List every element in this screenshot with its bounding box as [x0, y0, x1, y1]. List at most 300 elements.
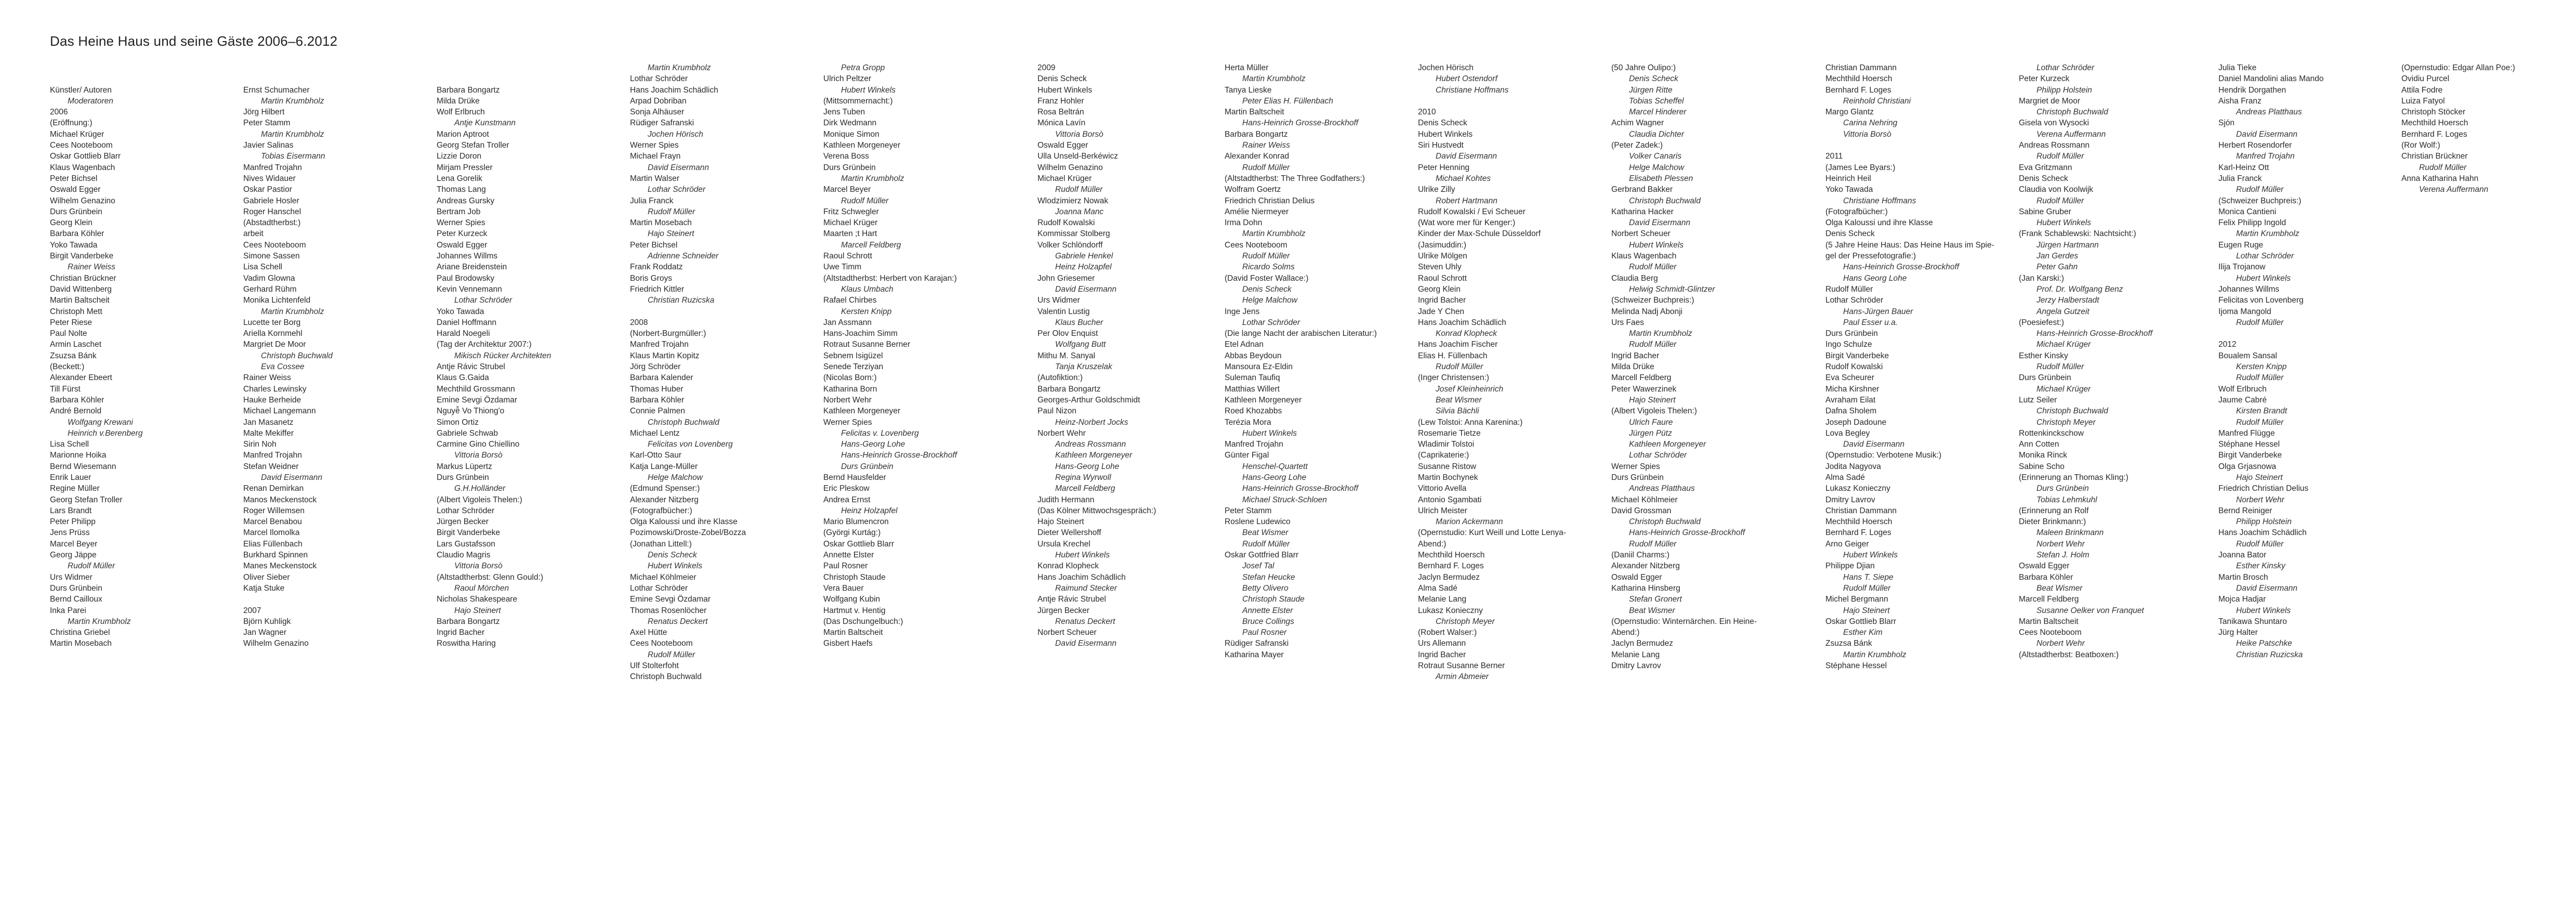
guest-name	[50, 62, 142, 73]
guest-name: Peter Bichsel	[630, 240, 678, 250]
guest-name: Johannes Willms	[2218, 284, 2280, 294]
guest-name: Julia Tieke	[2218, 63, 2257, 72]
guest-name: Friedrich Kittler	[630, 284, 685, 294]
guest-name: (Schweizer Buchpreis:)	[2218, 196, 2302, 205]
guest-name: Paul Rosner	[823, 562, 868, 571]
guest-name: Georg Klein	[1418, 284, 1461, 294]
moderator-name: Rudolf Müller	[648, 650, 695, 659]
guest-name: Dmitry Lavrov	[1825, 495, 1875, 504]
moderator-name: Hubert Winkels	[1843, 551, 1898, 560]
moderator-name: Hajo Steinert	[2236, 473, 2283, 482]
moderator-name: Rudolf Müller	[1242, 163, 1290, 172]
moderator-name: Helwig Schmidt-Glintzer	[1629, 284, 1715, 294]
guest-name: Armin Laschet	[50, 340, 102, 349]
guest-name: Martin Brosch	[2218, 572, 2268, 582]
guest-name: Oswald Egger	[50, 185, 101, 194]
moderator-name: Jürgen Hartmann	[2036, 240, 2099, 250]
guest-name: Fritz Schwegler	[823, 207, 879, 216]
moderator-name: Rudolf Müller	[1436, 362, 1483, 372]
guest-name: Mechthild Hoersch	[1825, 517, 1892, 527]
moderator-name: Susanne Oelker von Franquet	[2036, 606, 2144, 615]
guest-name: Melanie Lang	[1418, 595, 1467, 604]
guest-name: Etel Adnan	[1225, 340, 1264, 349]
guest-name: Sabine Scho	[2019, 462, 2065, 471]
guest-name: (Albert Vigoleis Thelen:)	[437, 495, 522, 504]
guest-name: Barbara Köhler	[630, 395, 685, 405]
guest-name: Jan Assmann	[823, 318, 872, 327]
moderator-name: Armin Abmeier	[1436, 672, 1489, 682]
guest-name: (Jasimuddin:)	[1418, 240, 1467, 250]
moderator-name: Rudolf Müller	[2036, 196, 2084, 205]
moderator-name: Rainer Weiss	[1242, 141, 1290, 150]
moderator-name: Hans-Heinrich Grosse-Brockhoff	[1242, 484, 1359, 493]
guest-name: Oswald Egger	[437, 240, 488, 250]
guest-name: Emine Sevgi Özdamar	[437, 395, 518, 405]
guest-name: Jan Masanetz	[243, 418, 294, 427]
guest-name: Ingrid Bacher	[437, 628, 485, 637]
moderator-name: Kathleen Morgeneyer	[1629, 440, 1706, 449]
guest-name: Christoph Stöcker	[2401, 108, 2466, 117]
guest-name: Michael Krüger	[823, 218, 878, 228]
guest-name: Mirjam Pressler	[437, 163, 493, 172]
guest-name: Kinder der Max-Schule Düsseldorf	[1418, 229, 1541, 239]
guest-name: Hans-Joachim Simm	[823, 329, 898, 338]
moderator-name: Hans-Heinrich Grosse-Brockhoff	[1843, 263, 1960, 272]
guest-name: Peter Stamm	[243, 119, 291, 128]
moderator-name: Hubert Winkels	[841, 85, 896, 95]
guest-name: Ann Cotten	[2019, 440, 2059, 449]
moderator-name: Heinz Holzapfel	[841, 506, 898, 515]
guest-name: Bertram Job	[437, 207, 481, 216]
moderator-name: Christoph Buchwald	[261, 351, 333, 360]
guest-name: Ulrich Meister	[1418, 506, 1467, 515]
guest-name: Cees Nooteboom	[1225, 240, 1287, 250]
guest-name: Barbara Köhler	[2019, 572, 2073, 582]
year-heading: 2010	[1418, 108, 1436, 117]
moderator-name: Norbert Wehr	[2236, 495, 2284, 504]
guest-name: Bernhard F. Loges	[2401, 129, 2467, 139]
moderator-name: Henschel-Quartett	[1242, 462, 1308, 471]
guest-name: Mithu M. Sanyal	[1037, 351, 1096, 360]
guest-name: Gisbert Haefs	[823, 639, 873, 648]
guest-name: Kevin Vennemann	[437, 284, 502, 294]
guest-name: Irma Dohn	[1225, 218, 1263, 228]
guest-name: Kathleen Morgeneyer	[823, 407, 901, 416]
guest-name: Ulla Unseld-Berkéwicz	[1037, 152, 1119, 161]
guest-name: Ingo Schulze	[1825, 340, 1872, 349]
guest-name: Stefan Weidner	[243, 462, 299, 471]
guest-name: Gerhard Rühm	[243, 284, 297, 294]
guest-name: Georges-Arthur Goldschmidt	[1037, 395, 1140, 405]
guest-name: Bernd Cailloux	[50, 595, 102, 604]
guest-name: Oskar Gottlieb Blarr	[1825, 617, 1897, 626]
moderator-name: Marion Ackermann	[1436, 517, 1503, 527]
guest-name: Margriet De Moor	[243, 340, 306, 349]
guest-name: Ulf Stolterfoht	[630, 661, 679, 671]
moderator-name: Beat Wismer	[1436, 395, 1482, 405]
guest-name: Manfred Trojahn	[630, 340, 689, 349]
moderator-name: Hubert Winkels	[2036, 218, 2091, 228]
guest-name: Durs Grünbein	[50, 583, 102, 593]
guest-name: Vadim Glowna	[243, 273, 295, 283]
guest-name: Oskar Gottlieb Blarr	[50, 152, 121, 161]
moderator-name: Jürgen Ritte	[1629, 85, 1673, 95]
moderator-name: Tanja Kruszelak	[1055, 362, 1112, 372]
guest-name: Michel Bergmann	[1825, 595, 1888, 604]
moderator-name: Martin Krumbholz	[1242, 229, 1306, 239]
moderator-name: Andreas Platthaus	[2236, 108, 2302, 117]
guest-name: Burkhard Spinnen	[243, 551, 308, 560]
guest-name: Claudio Magris	[437, 551, 491, 560]
guest-name: Margriet de Moor	[2019, 96, 2081, 106]
guest-name: Mechthild Hoersch	[1418, 551, 1485, 560]
moderator-name: Hans-Georg Lohe	[1055, 462, 1120, 471]
guest-name: Martin Walser	[630, 174, 680, 183]
moderator-name: Kirsten Brandt	[2236, 407, 2288, 416]
guest-name: Nicholas Shakespeare	[437, 595, 518, 604]
guest-name: Mechthild Hoersch	[2401, 119, 2468, 128]
guest-name: Eric Pleskow	[823, 484, 870, 493]
moderator-name: Denis Scheck	[1242, 284, 1292, 294]
guest-name: Olga Grjasnowa	[2218, 462, 2277, 471]
guest-name: Lukasz Konieczny	[1418, 606, 1483, 615]
guest-name: Katharina Born	[823, 384, 877, 394]
moderator-name: Josef Tal	[1242, 562, 1274, 571]
guest-name: Eva Scheurer	[1825, 373, 1874, 383]
moderator-name: Marcell Feldberg	[1055, 484, 1115, 493]
guest-name: Wolf Erlbruch	[2218, 384, 2267, 394]
guest-name: Jörg Hilbert	[243, 108, 285, 117]
guest-name: Olga Kaloussi und ihre Klasse	[630, 517, 738, 527]
moderator-name: Antje Kunstmann	[454, 119, 516, 128]
guest-name: Lukasz Konieczny	[1825, 484, 1890, 493]
moderator-name: Hans-Heinrich Grosse-Brockhoff	[841, 451, 957, 460]
guest-name: Daniel Hoffmann	[437, 318, 497, 327]
guest-name: Wilhelm Genazino	[243, 639, 309, 648]
guest-name: Alma Sadé	[1418, 583, 1457, 593]
moderator-name: Jan Gerdes	[2036, 252, 2079, 261]
guest-name: Rafael Chirbes	[823, 296, 877, 305]
guest-name: Monika Lichtenfeld	[243, 296, 311, 305]
year-heading: 2008	[630, 318, 648, 327]
guest-name: Birgit Vanderbeke	[437, 528, 501, 538]
guest-name: Ariane Breidenstein	[437, 263, 507, 272]
moderator-name: Claudia Dichter	[1629, 129, 1684, 139]
guest-name: (Die lange Nacht der arabischen Literatur:)	[1225, 329, 1377, 338]
guest-name: Renan Demirkan	[243, 484, 304, 493]
moderator-name: Rudolf Müller	[68, 562, 115, 571]
moderator-name: Martin Krumbholz	[68, 617, 131, 626]
guest-name: Denis Scheck	[1825, 229, 1875, 239]
moderator-name: Betty Olivero	[1242, 583, 1289, 593]
moderator-name: Rudolf Müller	[1055, 185, 1103, 194]
guest-name: Marionne Hoika	[50, 451, 107, 460]
moderator-name: Joanna Manc	[1055, 207, 1104, 216]
moderator-name: Lothar Schröder	[648, 185, 706, 194]
guest-name: Alexander Nitzberg	[630, 495, 699, 504]
moderator-name: Marcel Hinderer	[1629, 108, 1687, 117]
moderator-name: Hubert Winkels	[1629, 240, 1684, 250]
guest-name: Tanya Lieske	[1225, 85, 1272, 95]
guest-name: Wolf Erlbruch	[437, 108, 485, 117]
moderator-name: Rudolf Müller	[841, 196, 889, 205]
guest-name: Ulrich Peltzer	[823, 74, 872, 84]
guest-name: Lutz Seiler	[2019, 395, 2057, 405]
guest-name: (Frank Schablewski: Nachtsicht:)	[2019, 229, 2136, 239]
guest-name: Inge Jens	[1225, 307, 1260, 316]
guest-name: Jochen Hörisch	[1418, 63, 1474, 72]
guest-name: Micha Kirshner	[1825, 384, 1880, 394]
guest-name: Elias Füllenbach	[243, 539, 303, 549]
guest-name: Norbert Scheuer	[1037, 628, 1097, 637]
guest-name: Manos Meckenstock	[243, 495, 317, 504]
guest-name: Dieter Brinkmann:)	[2019, 517, 2086, 527]
guest-name: (Jan Karski:)	[2019, 273, 2064, 283]
guest-name: Roed Khozabbs	[1225, 407, 1282, 416]
guest-name: Suleman Taufiq	[1225, 373, 1280, 383]
guest-name: (Ror Wolf:)	[2401, 141, 2440, 150]
guest-name: Roger Hanschel	[243, 207, 301, 216]
guest-name: Dafna Sholem	[1825, 407, 1877, 416]
guest-name: Roswitha Haring	[437, 639, 496, 648]
guest-name: Jürg Halter	[2218, 628, 2258, 637]
guest-name: Yoko Tawada	[50, 240, 98, 250]
guest-name: Martin Baltscheit	[2019, 617, 2079, 626]
guest-column	[2401, 62, 2515, 196]
guest-name: Konrad Klopheck	[1037, 562, 1099, 571]
moderator-name: Felicitas v. Lovenberg	[841, 428, 919, 438]
guest-name: (Opernstudio: Verbotene Musik:)	[1825, 451, 1942, 460]
moderator-name: Heinz Holzapfel	[1055, 263, 1112, 272]
guest-name: Mónica Lavín	[1037, 119, 1086, 128]
guest-name: Herbert Rosendorfer	[2218, 141, 2292, 150]
guest-name: Norbert Scheuer	[1611, 229, 1671, 239]
moderator-name: Martin Krumbholz	[2236, 229, 2299, 239]
moderator-name: Helge Malchow	[648, 473, 703, 482]
guest-name: Verena Boss	[823, 152, 869, 161]
moderator-name: Marcell Feldberg	[841, 240, 901, 250]
guest-name: Durs Grünbein	[1825, 329, 1878, 338]
moderator-name: Renatus Deckert	[648, 617, 708, 626]
guest-name: Joseph Dadoune	[1825, 418, 1887, 427]
moderator-name: Rudolf Müller	[648, 207, 695, 216]
moderator-name: Hubert Winkels	[2236, 606, 2291, 615]
moderator-name: Andreas Platthaus	[1629, 484, 1695, 493]
moderator-name: Durs Grünbein	[2036, 484, 2089, 493]
guest-name: Gabriele Hosler	[243, 196, 299, 205]
guest-name: (Das Dschungelbuch:)	[823, 617, 903, 626]
guest-name: (Abstadtherbst:)	[243, 218, 301, 228]
guest-name: Pozimowski/Droste-Zobel/Bozza	[630, 528, 746, 538]
moderator-name: Verena Auffermann	[2036, 129, 2106, 139]
moderator-name: Mikisch Rücker Architekten	[454, 351, 551, 360]
guest-name: Hans Joachim Fischer	[1418, 340, 1498, 349]
moderator-name: Jürgen Pütz	[1629, 428, 1672, 438]
guest-name: Kommissar Stolberg	[1037, 229, 1110, 239]
moderator-name: Raoul Mörchen	[454, 583, 509, 593]
guest-name: Marcel Beyer	[823, 185, 871, 194]
moderator-name: Durs Grünbein	[841, 462, 893, 471]
moderator-name: Konrad Klopheck	[1436, 329, 1497, 338]
guest-name: Werner Spies	[1611, 462, 1660, 471]
guest-column	[630, 62, 746, 683]
guest-name: Sonja Alhäuser	[630, 108, 685, 117]
moderator-name: Hajo Steinert	[648, 229, 694, 239]
guest-name: Tanikawa Shuntaro	[2218, 617, 2287, 626]
guest-name: Raoul Schrott	[823, 252, 872, 261]
guest-name: (Eröffnung:)	[50, 119, 93, 128]
guest-name: Connie Palmen	[630, 407, 685, 416]
guest-name: Ingrid Bacher	[1418, 650, 1466, 659]
year-heading: 2006	[50, 108, 68, 117]
guest-name: Felix Philipp Ingold	[2218, 218, 2286, 228]
moderator-name: Hubert Winkels	[1242, 428, 1297, 438]
moderator-name: Heinz-Norbert Jocks	[1055, 418, 1128, 427]
guest-name: (Fotografbücher:)	[630, 506, 692, 515]
guest-name: Regine Müller	[50, 484, 100, 493]
moderator-name: Kersten Knipp	[2236, 362, 2287, 372]
guest-name: Wolfram Goertz	[1225, 185, 1281, 194]
guest-name	[1418, 96, 1566, 107]
guest-name: Lisa Schell	[243, 263, 282, 272]
moderator-name: Ulrich Faure	[1629, 418, 1673, 427]
guest-name: Lothar Schröder	[437, 506, 495, 515]
moderator-name: Stefan Gronert	[1629, 595, 1682, 604]
guest-name: Ovidiu Purcel	[2401, 74, 2450, 84]
guest-name: Christian Dammann	[1825, 506, 1897, 515]
guest-name: Achim Wagner	[1611, 119, 1664, 128]
guest-name	[2218, 328, 2323, 339]
moderator-name: Christian Ruzicska	[2236, 650, 2303, 659]
guest-name: Georg Jäppe	[50, 551, 97, 560]
moderator-name: Volker Canaris	[1629, 152, 1682, 161]
guest-name: Melinda Nadj Abonji	[1611, 307, 1683, 316]
moderator-name: Bruce Collings	[1242, 617, 1294, 626]
guest-name: Lothar Schröder	[630, 74, 688, 84]
guest-name: Herta Müller	[1225, 63, 1269, 72]
guest-name: Nives Widauer	[243, 174, 296, 183]
moderator-name: Denis Scheck	[648, 551, 697, 560]
guest-name: Rüdiger Safranski	[630, 119, 694, 128]
guest-name: Friedrich Christian Delius	[1225, 196, 1315, 205]
guest-name: Monique Simon	[823, 129, 879, 139]
guest-name: Wladimir Tolstoi	[1418, 440, 1475, 449]
guest-name: Felicitas von Lovenberg	[2218, 296, 2304, 305]
guest-name: Martin Baltscheit	[50, 296, 110, 305]
moderator-name: Tobias Lehmkuhl	[2036, 495, 2097, 504]
guest-name: (Wat wore mer für Kenger:)	[1418, 218, 1516, 228]
year-heading: 2012	[2218, 340, 2237, 349]
guest-name: Milda Drüke	[1611, 362, 1654, 372]
guest-name: David Grossman	[1611, 506, 1672, 515]
moderator-name: Elisabeth Plessen	[1629, 174, 1693, 183]
guest-name: Boualem Sansal	[2218, 351, 2277, 360]
guest-name: Melanie Lang	[1611, 650, 1660, 659]
guest-name: Lars Gustafsson	[437, 539, 495, 549]
guest-name: Michael Krüger	[1037, 174, 1092, 183]
moderator-name: Hans T. Siepe	[1843, 572, 1894, 582]
guest-name: Ulrike Mölgen	[1418, 252, 1467, 261]
guest-name: Oskar Pastior	[243, 185, 292, 194]
guest-name: Jürgen Becker	[1037, 606, 1089, 615]
moderator-name: Lothar Schröder	[1242, 318, 1300, 327]
moderator-name: Lothar Schröder	[454, 296, 512, 305]
guest-name: Klaus Wagenbach	[1611, 252, 1677, 261]
moderator-name: Tobias Eisermann	[261, 152, 325, 161]
moderator-name: Renatus Deckert	[1055, 617, 1115, 626]
moderator-name: Martin Krumbholz	[261, 129, 324, 139]
moderator-name: Kersten Knipp	[841, 307, 892, 316]
guest-name: Peter Stamm	[1225, 506, 1272, 515]
moderator-name: Martin Krumbholz	[261, 96, 324, 106]
guest-name: Bernd Wiesemann	[50, 462, 116, 471]
guest-name: Andrea Ernst	[823, 495, 871, 504]
moderator-name: David Eisermann	[2236, 583, 2298, 593]
moderator-name: Hans-Jürgen Bauer	[1843, 307, 1913, 316]
guest-name: Heinrich Heil	[1825, 174, 1871, 183]
guest-name: Manfred Flügge	[2218, 428, 2275, 438]
guest-name: gel der Pressefotografie:)	[1825, 252, 1916, 261]
moderator-name: Klaus Umbach	[841, 284, 893, 294]
moderator-name: Martin Krumbholz	[841, 174, 904, 183]
moderator-name: Hajo Steinert	[1629, 395, 1676, 405]
guest-name: Valentin Lustig	[1037, 307, 1090, 316]
guest-name	[50, 73, 142, 84]
guest-name: Dmitry Lavrov	[1611, 661, 1661, 671]
guest-name: Lars Brandt	[50, 506, 92, 515]
guest-name: Sirin Noh	[243, 440, 277, 449]
guest-name: Arpad Dobriban	[630, 96, 687, 106]
year-heading: 2011	[1825, 152, 1843, 161]
moderator-name: Rudolf Müller	[2236, 418, 2284, 427]
guest-name: Lothar Schröder	[1825, 296, 1884, 305]
guest-name: Christian Brückner	[50, 273, 116, 283]
guest-name: Terézia Mora	[1225, 418, 1271, 427]
moderator-name: Hans-Georg Lohe	[1242, 473, 1307, 482]
guest-name: Jens Prüss	[50, 528, 90, 538]
guest-name: Simone Sassen	[243, 252, 300, 261]
guest-name: Rosemarie Tietze	[1418, 428, 1481, 438]
guest-name: Alexander Konrad	[1225, 152, 1290, 161]
moderator-name: Heike Patschke	[2236, 639, 2292, 648]
guest-name: Emine Sevgi Özdamar	[630, 595, 711, 604]
moderator-name: Martin Krumbholz	[261, 307, 324, 316]
guest-name: Hans Joachim Schädlich	[2218, 528, 2307, 538]
moderator-name: Christoph Meyer	[1436, 617, 1495, 626]
guest-name: (50 Jahre Oulipo:)	[1611, 63, 1676, 72]
guest-name: Julia Franck	[630, 196, 674, 205]
moderator-name: Esther Kinsky	[2236, 562, 2285, 571]
guest-name: Barbara Kalender	[630, 373, 693, 383]
guest-name: Günter Figal	[1225, 451, 1269, 460]
guest-name: Yoko Tawada	[1825, 185, 1873, 194]
moderator-name: Peter Elias H. Füllenbach	[1242, 96, 1333, 106]
moderator-name: Wolfgang Butt	[1055, 340, 1106, 349]
moderator-name: Christoph Staude	[1242, 595, 1305, 604]
guest-name: Barbara Köhler	[50, 395, 104, 405]
moderator-name: Rudolf Müller	[2036, 362, 2084, 372]
moderator-name: Carina Nehring	[1843, 119, 1898, 128]
guest-name: Björn Kuhligk	[243, 617, 291, 626]
guest-name: Peter Kurzeck	[2019, 74, 2070, 84]
guest-name: Wlodzimierz Nowak	[1037, 196, 1109, 205]
guest-name: Thomas Lang	[437, 185, 486, 194]
guest-name: Norbert Wehr	[1037, 428, 1086, 438]
guest-name: (Norbert-Burgmüller:)	[630, 329, 706, 338]
guest-name: Margo Glantz	[1825, 108, 1874, 117]
guest-name: Rüdiger Safranski	[1225, 639, 1289, 648]
guest-name: Durs Grünbein	[823, 163, 876, 172]
